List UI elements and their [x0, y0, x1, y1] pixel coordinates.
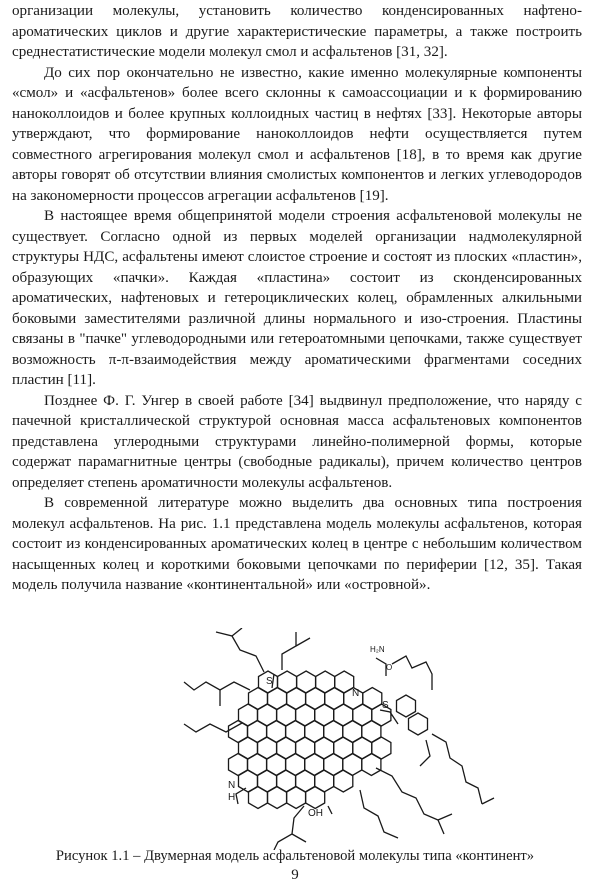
alkyl-branch: [292, 834, 306, 842]
asphaltene-structure-figure: [180, 628, 540, 850]
alkyl-chain: [376, 768, 444, 834]
alkyl-chain: [216, 632, 264, 672]
hydroxyl-bond: [328, 806, 332, 814]
page-number: 9: [291, 867, 299, 883]
alkyl-branch: [482, 798, 494, 804]
aromatic-ring: [397, 695, 416, 717]
alkyl-branch: [232, 628, 242, 636]
amide-o-label: O: [386, 663, 393, 672]
amide-group: [376, 658, 386, 676]
alkyl-chain: [184, 682, 250, 690]
amide-h2n-label: H₂N: [370, 645, 385, 654]
paragraph-2: До сих пор окончательно не известно, какие именно молекулярные компоненты «смол» и «асфальтенов» более всего склонны к самоассоциации и к формированию наноколлоидов и более крупных коллоидных частиц в нефтях [33]. Некоторые авторы утверждают, что формирование наноколлоидов нефти осуществляется путем совместного агрегирования молекул смол и асфальтенов [18], в то время как другие авторы говорят об отсутствии влияния смолистых компонентов и легких углеводородов на закономерности процессов агрегации асфальтенов [19].: [12, 64, 582, 204]
aromatic-ring: [343, 754, 362, 776]
paragraph-3: В настоящее время общепринятой модели строения асфальтеновой молекулы не существует. Согласно одной из первых моделей организации надмолекулярной структуры НДС, асфальтены имеют слоистое строение и состоят из плоских «пластин», образующих «пачки». Каждая «пластина» состоит из сконденсированных ароматических, нафтеновых и гетероциклических колец, обрамленных алкильными боковыми заместителями различной длины нормального и изо-строения. Пластины связаны в "пачке" углеводородными или гетероатомными цепочками, также существует возможность π-π-взаимодействия между ароматическими фрагментами соседних пластин [11].: [12, 208, 582, 388]
alkyl-chain: [432, 734, 482, 804]
nitrogen-ring-label: N: [352, 688, 360, 699]
sulfur-label-right: S: [382, 700, 389, 711]
fused-ring-core: [229, 671, 428, 809]
aromatic-ring: [306, 787, 325, 809]
paragraph-1: организации молекулы, установить количество конденсированных нафтено-ароматических циклов и другие характеристические параметры, а также построить среднестатистические модели молекул смол и асфальтенов [31, 32].: [12, 3, 582, 60]
sulfur-label-top: S: [266, 676, 273, 687]
nh-h-label: H: [228, 792, 236, 803]
paragraph-4: Позднее Ф. Г. Унгер в своей работе [34] выдвинул предположение, что наряду с пачечной кристаллической структурой основная масса асфальтеновых компонентов представлена углеродными структурами линейно-полимерной формы, которые содержат парамагнитные центры (свободные радикалы), причем количество центров определяет степень ароматичности молекулы асфальтенов.: [12, 392, 582, 491]
aromatic-ring: [287, 787, 306, 809]
aromatic-ring: [315, 770, 334, 792]
figure-caption: Рисунок 1.1 – Двумерная модель асфальтеновой молекулы типа «континент»: [55, 848, 535, 864]
alkyl-branch: [438, 814, 452, 820]
alkyl-chain: [392, 656, 432, 690]
aromatic-ring: [409, 713, 428, 735]
alkyl-chain: [360, 790, 398, 838]
nh-label: N: [228, 780, 236, 791]
aromatic-ring: [268, 787, 287, 809]
paragraph-5: В современной литературе можно выделить два основных типа построения молекул асфальтенов. На рис. 1.1 представлена модель молекулы асфальтенов, которая состоит из конденсированных ароматических колец в центре с небольшим количеством насыщенных колец и короткими боковыми цепочками по периферии [12, 35]. Такая модель получила название «континентальной» или «островной».: [12, 495, 582, 593]
alkyl-chain: [420, 740, 430, 766]
hydroxyl-label: OH: [308, 808, 323, 819]
aromatic-ring: [249, 787, 268, 809]
text-body: [12, 0, 582, 596]
molecule-drawing: [180, 628, 540, 850]
aromatic-ring: [362, 754, 381, 776]
alkyl-chain: [274, 806, 304, 850]
alkyl-chain: [184, 723, 242, 732]
alkyl-chain: [282, 632, 296, 670]
alkyl-branch: [296, 638, 310, 646]
aromatic-ring: [334, 770, 353, 792]
